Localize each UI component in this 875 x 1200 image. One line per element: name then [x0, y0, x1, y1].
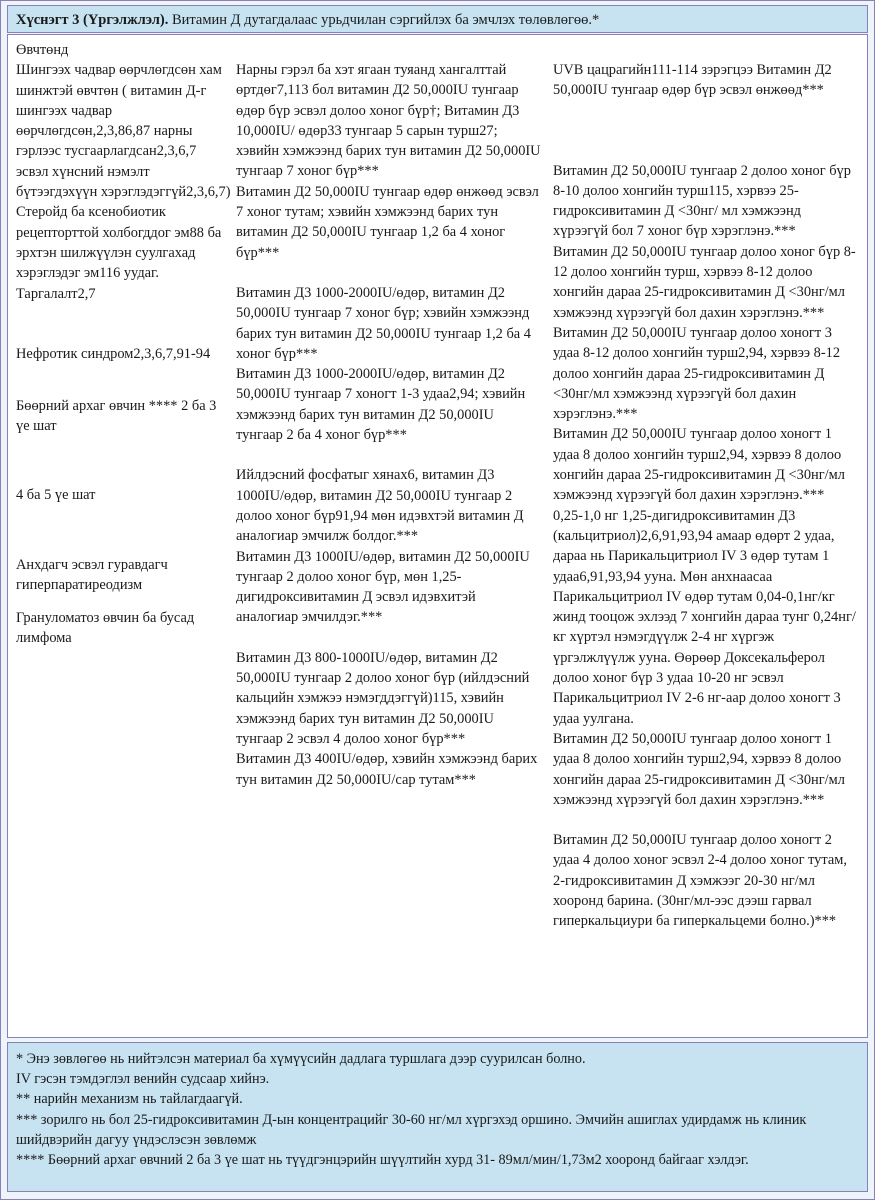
spacer — [16, 304, 231, 344]
cell-text: Анхдагч эсвэл гуравдагч гиперпаратиреодизм — [16, 557, 168, 594]
cell-text: Нарны гэрэл ба хэт ягаан туяанд хангалттай өртдөг7,113 бол витамин Д2 50,000IU тунгаар өдөр бүр эсвэл долоо хоног бүр†; Витамин Д3 10,000IU/ өдөр33 тунгаар 5 сарын турш27; хэвийн хэмжээнд барих тун витамин Д2 50,000IU тунгаар 7 хоног бүр*** — [236, 62, 541, 180]
footnote: ** нарийн механизм нь тайлагдаагүй. — [16, 1091, 243, 1108]
cell-text: Витамин Д2 50,000IU тунгаар долоо хоног бүр 8-12 долоо хонгийн турш, хэрвээ 8-12 долоо хонгийн дараа 25-гидроксивитамин Д <30нг/мл хэмжээнд хүрээгүй бол дахин хэрэглэнэ.*** — [553, 243, 856, 321]
spacer — [16, 437, 231, 485]
footnote: * Энэ зөвлөгөө нь нийтэлсэн материал ба хүмүүсийн дадлага туршлага дээр суурилсан болно. — [16, 1051, 586, 1067]
footnote: *** зорилго нь бол 25-гидроксивитамин Д-ын концентрацийг 30-60 нг/мл хүргэхэд оршино. Эмчийн ашиглах удирдамж нь клиник шийдвэрийн дагуу үндэслэсэн зөвлөмж — [16, 1111, 807, 1148]
cell-text: Стеройд ба ксенобиотик рецепторттой холбогддог эм88 ба эрхтэн шилжүүлэн суулгахад хэрэглэдэг эм116 уудаг. — [16, 204, 222, 282]
cell-text: Витамин Д3 800-1000IU/өдөр, витамин Д2 50,000IU тунгаар 2 долоо хоног бүр (ийлдэсний кальцийн хэмжээ нэмэгддэггүй)115, хэвийн хэмжээнд барих тун витамин Д2 50,000IU тунгаар 2 эсвэл 4 долоо хоног бүр*** — [236, 649, 530, 747]
spacer — [553, 101, 858, 161]
cell-text: Витамин Д2 50,000IU тунгаар өдөр өнжөөд эсвэл 7 хоног тутам; хэвийн хэмжээнд барих тун витамин Д2 50,000IU тунгаар 1,2 ба 4 хоног бүр*** — [236, 183, 539, 261]
cell-text: Витамин Д3 400IU/өдөр, хэвийн хэмжээнд барих тун витамин Д2 50,000IU/сар тутам*** — [236, 751, 538, 788]
cell-text: Ийлдэсний фосфатыг хянах6, витамин Д3 1000IU/өдөр, витамин Д2 50,000IU тунгаар 2 долоо хоног бүр91,94 мөн идэвхтэй витамин Д аналогиар эмчилж болдог.*** — [236, 467, 524, 545]
cell-text: Витамин Д2 50,000IU тунгаар долоо хоногт 1 удаа 8 долоо хонгийн турш2,94, хэрвээ 8 долоо хонгийн дараа 25-гидроксивитамин Д <30нг/мл хэмжээнд хүрээгүй бол дахин хэрэглэнэ.*** — [553, 730, 845, 808]
cell-text: Нефротик синдром2,3,6,7,91-94 — [16, 345, 211, 362]
cell-text: Өвчтөнд — [16, 42, 69, 58]
cell-text: Витамин Д2 50,000IU тунгаар долоо хоногт 3 удаа 8-12 долоо хонгийн турш2,94, хэрвээ 8-12 долоо хонгийн дараа 25-гидроксивитамин Д <30нг/мл хэмжээнд хүрээгүй бол дахин хэрэглэнэ.*** — [553, 324, 841, 423]
footnote: IV гэсэн тэмдэглэл венийн судсаар хийнэ. — [16, 1071, 270, 1088]
spacer — [16, 596, 231, 608]
cell-text: Таргалалт2,7 — [16, 285, 96, 302]
table-body — [7, 34, 868, 1038]
cell-text: Шингээх чадвар өөрчлөгдсөн хам шинжтэй өвчтөн ( витамин Д-г шингээх чадвар өөрчлөгдсөн,2,3,86,87 нарны гэрлээс тусгаарлагдсан2,3,6,7 эсвэл хүнсний нэмэлт бүтээгдэхүүн хэрэглэдэггүй2,3,6,7) — [16, 62, 231, 201]
cell-text: Витамин Д3 1000-2000IU/өдөр, витамин Д2 50,000IU тунгаар 7 хоногт 1-3 удаа2,94; хэвийн хэмжээнд барих тун витамин Д2 50,000IU тунгаар 2 ба 4 хоног бүр*** — [236, 366, 526, 444]
cell-text: Витамин Д3 1000IU/өдөр, витамин Д2 50,000IU тунгаар 2 долоо хоног бүр, мөн 1,25-дигидроксивитамин Д эсвэл идэвхитэй аналогиар эмчилдэг.*** — [236, 548, 530, 626]
cell-text: Грануломатоз өвчин ба бусад лимфома — [16, 609, 195, 646]
spacer — [236, 628, 541, 648]
cell-text: UVB цацрагийн111-114 зэрэгцээ Витамин Д2 50,000IU тунгаар өдөр бүр эсвэл өнжөөд*** — [553, 62, 832, 99]
cell-text: Витамин Д2 50,000IU тунгаар долоо хоногт 1 удаа 8 долоо хонгийн турш2,94, хэрвээ 8 долоо хонгийн дараа 25-гидроксивитамин Д <30нг/мл хэмжээнд хүрээгүй бол дахин хэрэглэнэ.*** — [553, 426, 845, 504]
spacer — [553, 810, 858, 830]
column-treatment — [553, 40, 858, 932]
cell-text: Бөөрний архаг өвчин **** 2 ба 3 үе шат — [16, 398, 217, 435]
table-title-bold: Хүснэгт 3 (Үргэлжлэл). — [16, 12, 169, 28]
spacer — [16, 505, 231, 555]
cell-text: Витамин Д2 50,000IU тунгаар долоо хоногт 2 удаа 4 долоо хоног эсвэл 2-4 долоо хоног тутам, 2-гидроксивитамин Д хэмжээг 20-30 нг/мл хооронд барина. (30нг/мл-ээс дээш гарвал гиперкальциури ба гиперкальцеми болно.)*** — [553, 832, 847, 930]
spacer — [236, 445, 541, 465]
table-title-text: Витамин Д дутагдалаас урьдчилан сэргийлэх ба эмчлэх төлөвлөгөө.* — [168, 12, 600, 28]
column-prevention — [236, 40, 541, 790]
cell-text: Витамин Д2 50,000IU тунгаар 2 долоо хоног бүр 8-10 долоо хонгийн турш115, хэрвээ 25-гидроксивитамин Д <30нг/ мл хэмжээнд хүрээгүй бол 7 хоног бүр хэрэглэнэ.*** — [553, 162, 851, 240]
cell-text: Витамин Д3 1000-2000IU/өдөр, витамин Д2 50,000IU тунгаар 7 хоног бүр; хэвийн хэмжээнд барих тун витамин Д2 50,000IU тунгаар 1,2 ба 4 хоног бүр*** — [236, 284, 531, 362]
cell-text: 4 ба 5 үе шат — [16, 486, 96, 503]
spacer — [236, 263, 541, 283]
footnotes — [7, 1042, 868, 1192]
spacer — [16, 364, 231, 396]
column-condition — [16, 40, 231, 648]
table-title — [7, 5, 868, 33]
footnote: **** Бөөрний архаг өвчний 2 ба 3 үе шат нь түүдгэнцэрийн шүүлтийн хурд 31- 89мл/мин/1,73м2 хооронд байгааг хэлдэг. — [16, 1152, 749, 1169]
cell-text: 0,25-1,0 нг 1,25-дигидроксивитамин Д3 (кальцитриол)2,6,91,93,94 амаар өдөрт 2 удаа, дараа нь Парикальцитриол IV 3 өдөр тутам 1 удаа6,91,93,94 ууна. Мөн анхнаасаа Парикальцитриол IV өдөр тутам 0,04-0,1нг/кг жинд тооцож эхлээд 7 хонгийн дараа тунг 0,24нг/кг хүртэл нэмэгдүүлж 2-4 нг хүргэж үргэлжлүүлж ууна. Өөрөөр Доксекальферол долоо хоног бүр 3 удаа 10-20 нг эсвэл Парикальцитриол IV 2-6 нг-аар долоо хоногт 3 удаа уулгана. — [553, 507, 856, 727]
